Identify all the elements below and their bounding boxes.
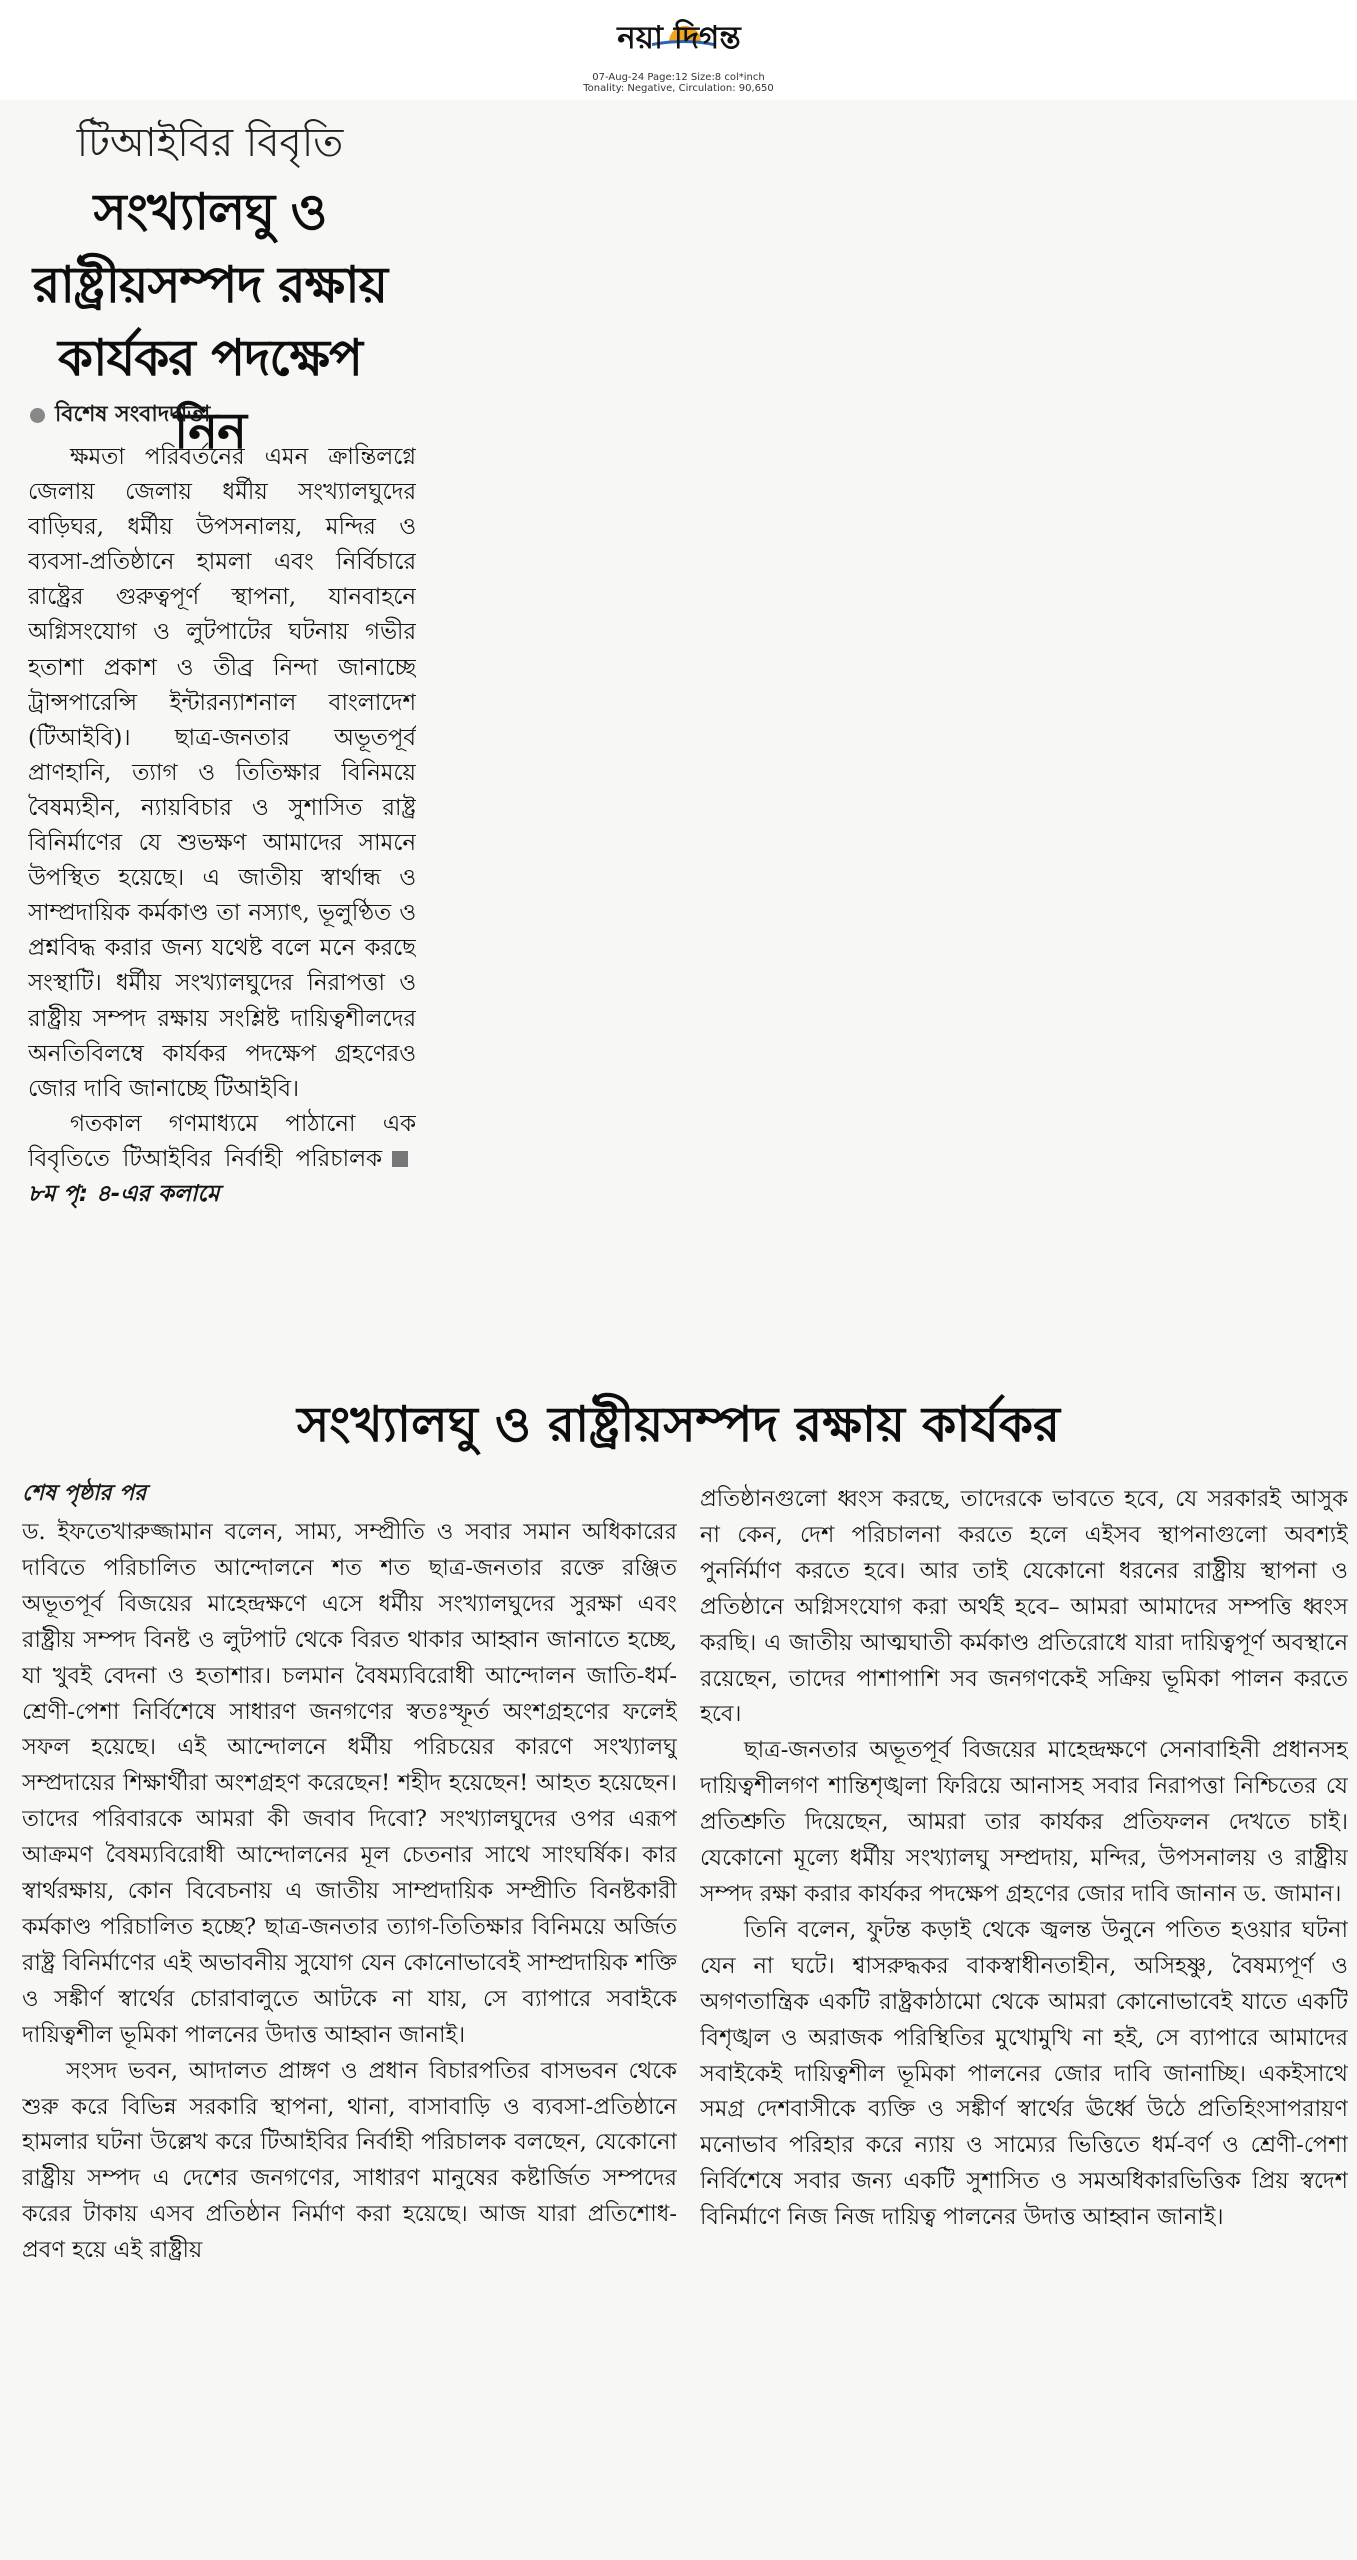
- newspaper-logo: [564, 8, 794, 60]
- body-paragraph-text: গতকাল গণমাধ্যমে পাঠানো এক বিবৃতিতে টিআইবির নির্বাহী পরিচালক: [28, 1110, 416, 1172]
- continuation-paragraph: প্রতিষ্ঠানগুলো ধ্বংস করছে, তাদেরকে ভাবতে হবে, যে সরকারই আসুক না কেন, দেশ পরিচালনা করতে হলে এইসব স্থাপনাগুলো অবশ্যই পুনর্নির্মাণ করতে হবে। আর তাই যেকোনো ধরনের রাষ্ট্রীয় স্থাপনা ও প্রতিষ্ঠানে অগ্নিসংযোগ করা অর্থই হবে– আমরা আমাদের সম্পত্তি ধ্বংস করছি। এ জাতীয় আত্মঘাতী কর্মকাণ্ড প্রতিরোধে যারা দায়িত্বপূর্ণ অবস্থানে রয়েছেন, তাদের পাশাপাশি সব জনগণকেই সক্রিয় ভূমিকা পালন করতে হবে।: [700, 1486, 1348, 1728]
- continuation-paragraph: ড. ইফতেখারুজ্জামান বলেন, সাম্য, সম্প্রীতি ও সবার সমান অধিকারের দাবিতে পরিচালিত আন্দোলনে শত শত ছাত্র-জনতার রক্তে রঞ্জিত অভূতপূর্ব বিজয়ের মাহেন্দ্রক্ষণে এসে ধর্মীয় সংখ্যালঘুদের সুরক্ষা এবং রাষ্ট্রীয় সম্পদ বিনষ্ট ও লুটপাট থেকে বিরত থাকার আহ্বান জানাতে হচ্ছে, যা খুবই বেদনা ও হতাশার। চলমান বৈষম্যবিরোধী আন্দোলন জাতি-ধর্ম-শ্রেণী-পেশা নির্বিশেষে সাধারণ জনগণের স্বতঃস্ফূর্ত অংশগ্রহণের ফলেই সফল হয়েছে। এই আন্দোলনে ধর্মীয় পরিচয়ের কারণে সংখ্যালঘু সম্প্রদায়ের শিক্ষার্থীরা অংশগ্রহণ করেছেন! শহীদ হয়েছেন! আহত হয়েছেন। তাদের পরিবারকে আমরা কী জবাব দিবো? সংখ্যালঘুদের ওপর এরূপ আক্রমণ বৈষম্যবিরোধী আন্দোলনের মূল চেতনার সাথে সাংঘর্ষিক। কার স্বার্থরক্ষায়, কোন বিবেচনায় এ জাতীয় সাম্প্রদায়িক সম্প্রীতি বিনষ্টকারী কর্মকাণ্ড পরিচালিত হচ্ছে? ছাত্র-জনতার ত্যাগ-তিতিক্ষার বিনিময়ে অর্জিত রাষ্ট্র বিনির্মাণের এই অভাবনীয় সুযোগ যেন কোনোভাবেই সাম্প্রদায়িক শক্তি ও সঙ্কীর্ণ স্বার্থের চোরাবালুতে আটকে না যায়, সে ব্যাপারে সবাইকে দায়িত্বশীল ভূমিকা পালনের উদাত্ত আহ্বান জানাই।: [22, 1519, 677, 2048]
- continuation-label: শেষ পৃষ্ঠার পর: [22, 1481, 147, 1506]
- logo-text: নয়া দিগন্ত: [616, 20, 741, 56]
- continuation-paragraph: সংসদ ভবন, আদালত প্রাঙ্গণ ও প্রধান বিচারপতির বাসভবন থেকে শুরু করে বিভিন্ন সরকারি স্থাপনা, থানা, বাসাবাড়ি ও ব্যবসা-প্রতিষ্ঠানে হামলার ঘটনা উল্লেখ করে টিআইবির নির্বাহী পরিচালক বলছেন, যেকোনো রাষ্ট্রীয় সম্পদ এ দেশের জনগণের, সাধারণ মানুষের কষ্টার্জিত সম্পদের করের টাকায় এসব প্রতিষ্ঠান নির্মাণ করা হয়েছে। আজ যারা প্রতিশোধ-প্রবণ হয়ে এই রাষ্ট্রীয়: [22, 2057, 677, 2264]
- continuation-paragraph: তিনি বলেন, ফুটন্ত কড়াই থেকে জ্বলন্ত উনুনে পতিত হওয়ার ঘটনা যেন না ঘটে। শ্বাসরুদ্ধকর বাকস্বাধীনতাহীন, অসিহষ্ণু, বৈষম্যপূর্ণ ও অগণতান্ত্রিক একটি রাষ্ট্রকাঠামো থেকে আমরা কোনোভাবেই যাতে একটি বিশৃঙ্খল ও অরাজক পরিস্থিতির মুখোমুখি না হই, সে ব্যাপারে আমাদের সবাইকেই দায়িত্বশীল ভূমিকা পালনের জোর দাবি জানাচ্ছি। একইসাথে সমগ্র দেশবাসীকে ব্যক্তি ও সঙ্কীর্ণ স্বার্থের ঊর্ধ্বে উঠে প্রতিহিংসাপরায়ণ মনোভাব পরিহার করে ন্যায় ও সাম্যের ভিত্তিতে ধর্ম-বর্ণ ও শ্রেণী-পেশা নির্বিশেষে সবার জন্য একটি সুশাসিত ও সমঅধিকারভিত্তিক প্রিয় স্বদেশ বিনির্মাণে নিজ নিজ দায়িত্ব পালনের উদাত্ত আহ্বান জানাই।: [700, 1916, 1348, 2231]
- clipping-info-tonality: Tonality: Negative, Circulation: 90,650: [583, 83, 774, 94]
- body-paragraph-last: [28, 1107, 416, 1212]
- newspaper-clipping: [0, 100, 1357, 2560]
- clipping-info: 07-Aug-24 Page:12 Size:8 col*inch: [592, 72, 765, 83]
- byline: [30, 400, 410, 430]
- article-headline: সংখ্যালঘু ও রাষ্ট্রীয়সম্পদ রক্ষায় কার্যকর পদক্ষেপ নিন: [32, 183, 388, 460]
- continuation-paragraph: ছাত্র-জনতার অভূতপূর্ব বিজয়ের মাহেন্দ্রক্ষণে সেনাবাহিনী প্রধানসহ দায়িত্বশীলগণ শান্তিশৃঙ্খলা ফিরিয়ে আনাসহ সবার নিরাপত্তা নিশ্চিতের যে প্রতিশ্রুতি দিয়েছেন, আমরা তার কার্যকর প্রতিফলন দেখতে চাই। যেকোনো মূল্যে ধর্মীয় সংখ্যালঘু সম্প্রদায়, মন্দির, উপসনালয় ও রাষ্ট্রীয় সম্পদ রক্ষা করার কার্যকর পদক্ষেপ গ্রহণের জোর দাবি জানান ড. জামান।: [700, 1737, 1348, 1907]
- continuation-headline: সংখ্যালঘু ও রাষ্ট্রীয়সম্পদ রক্ষায় কার্যকর: [297, 1396, 1060, 1453]
- byline-text: বিশেষ সংবাদদাতা: [55, 402, 211, 427]
- masthead: [0, 8, 1357, 100]
- body-paragraph: ক্ষমতা পরিবর্তনের এমন ক্রান্তিলগ্নে জেলায় জেলায় ধর্মীয় সংখ্যালঘুদের বাড়িঘর, ধর্মীয় উপসনালয়, মন্দির ও ব্যবসা-প্রতিষ্ঠানে হামলা এবং নির্বিচারে রাষ্ট্রের গুরুত্বপূর্ণ স্থাপনা, যানবাহনে অগ্নিসংযোগ ও লুটপাটের ঘটনায় গভীর হতাশা প্রকাশ ও তীব্র নিন্দা জানাচ্ছে ট্রান্সপারেন্সি ইন্টারন্যাশনাল বাংলাদেশ (টিআইবি)। ছাত্র-জনতার অভূতপূর্ব প্রাণহানি, ত্যাগ ও তিতিক্ষার বিনিময়ে বৈষম্যহীন, ন্যায়বিচার ও সুশাসিত রাষ্ট্র বিনির্মাণের যে শুভক্ষণ আমাদের সামনে উপস্থিত হয়েছে। এ জাতীয় স্বার্থান্ধ ও সাম্প্রদায়িক কর্মকাণ্ড তা নস্যাৎ, ভূলুণ্ঠিত ও প্রশ্নবিদ্ধ করার জন্য যথেষ্ট বলে মনে করছে সংস্থাটি। ধর্মীয় সংখ্যালঘুদের নিরাপত্তা ও রাষ্ট্রীয় সম্পদ রক্ষায় সংশ্লিষ্ট দায়িত্বশীলদের অনতিবিলম্বে কার্যকর পদক্ষেপ গ্রহণেরও জোর দাবি জানাচ্ছে টিআইবি।: [28, 444, 416, 1102]
- jump-reference: ৮ম পৃ: ৪-এর কলামে: [28, 1180, 220, 1207]
- continuation-right-column: [700, 1482, 1348, 2552]
- jump-square-icon: [392, 1151, 408, 1167]
- article-body: [28, 440, 416, 1470]
- article-kicker: টিআইবির বিবৃতি: [76, 120, 344, 166]
- bullet-icon: [30, 408, 45, 423]
- continuation-left-column: [22, 1515, 677, 2545]
